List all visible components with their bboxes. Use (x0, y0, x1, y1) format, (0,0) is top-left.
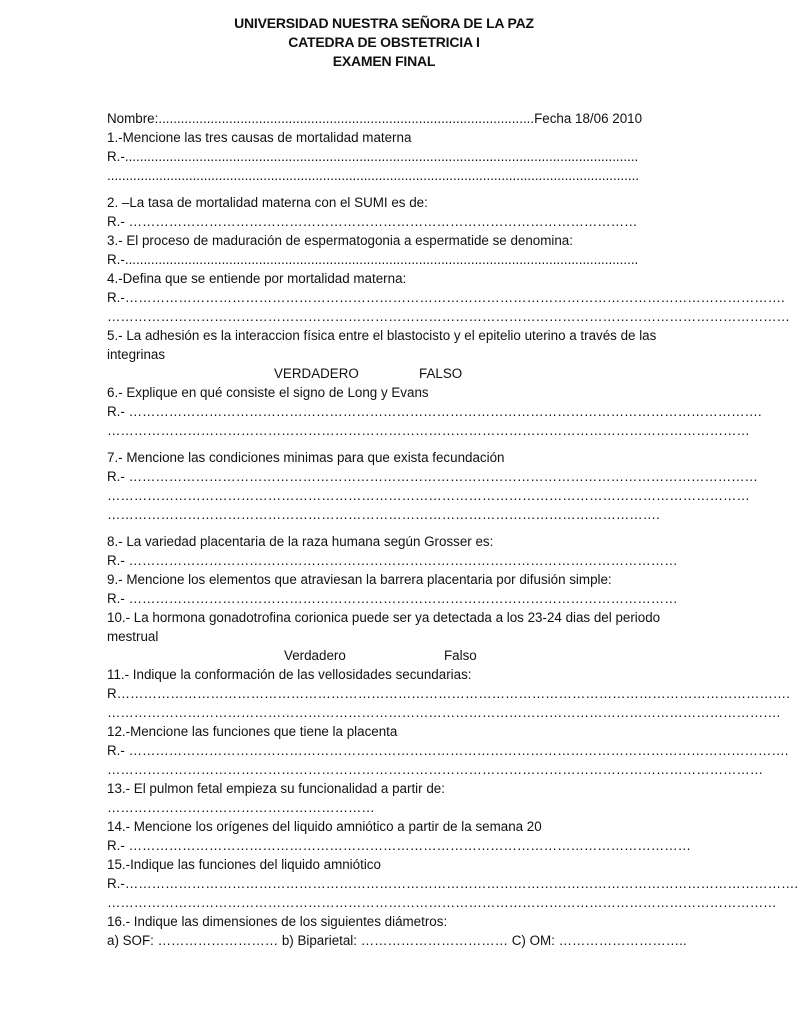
answer-line: R.-……………………………………………………………………………………………………………………………………. (107, 876, 798, 891)
question-1: 1.-Mencione las tres causas de mortalidad materna (107, 130, 412, 145)
question-2: 2. –La tasa de mortalidad materna con el SUMI es de: (107, 195, 428, 210)
true-option: Verdadero (284, 648, 346, 663)
university-name: UNIVERSIDAD NUESTRA SEÑORA DE LA PAZ (234, 15, 534, 31)
question-9: 9.- Mencione los elementos que atraviesan la barrera placentaria por difusión simple: (107, 572, 612, 587)
answer-line: ……………………………………………………………………………………………………………………………………… (107, 309, 790, 324)
answer-line: ............................................................................................................................................... (107, 168, 640, 183)
name-date-line: Nombre:.....................................................................................................Fecha 18/06 2010 (107, 111, 643, 126)
question-7: 7.- Mencione las condiciones minimas para que exista fecundación (107, 450, 505, 465)
question-6: 6.- Explique en qué consiste el signo de Long y Evans (107, 385, 429, 400)
answer-line: R.- …………………………………………………………………………………………………………………………… (107, 469, 758, 484)
question-15: 15.-Indique las funciones del liquido amniótico (107, 857, 381, 872)
answer-line: R.- ……………………………………………………………………………………………………………… (107, 838, 691, 853)
false-option: FALSO (419, 366, 463, 381)
answer-line: R.-.......................................................................................................................................... (107, 252, 639, 267)
question-16: 16.- Indique las dimensiones de los siguientes diámetros: (107, 914, 448, 929)
answer-line: R.-…………………………………………………………………………………………………………………………………. (107, 290, 785, 305)
exam-header (0, 14, 768, 71)
answer-line: R.- …………………………………………………………………………………………………………… (107, 591, 678, 606)
question-14: 14.- Mencione los orígenes del liquido amniótico a partir de la semana 20 (107, 819, 542, 834)
question-5: 5.- La adhesión es la interaccion física entre el blastocisto y el epitelio uterino a través de las integrinas (107, 328, 657, 362)
question-10: 10.- La hormona gonadotrofina corionica puede ser ya detectada a los 23-24 dias del periodo mestrual (107, 610, 661, 644)
question-11: 11.- Indique la conformación de las vellosidades secundarias: (107, 667, 472, 682)
answer-line: R.-.......................................................................................................................................... (107, 149, 639, 164)
answer-line: R.- …………………………………………………………………………………………………………………………………. (107, 743, 789, 758)
true-false-options (107, 364, 697, 383)
answer-line: R.- …………………………………………………………………………………………………………… (107, 553, 678, 568)
question-13: 13.- El pulmon fetal empieza su funcionalidad a partir de: (107, 781, 445, 796)
true-option: VERDADERO (274, 366, 359, 381)
course-name: CATEDRA DE OBSTETRICIA I (288, 34, 480, 50)
question-12: 12.-Mencione las funciones que tiene la placenta (107, 724, 398, 739)
answer-line: R.- ……………………………………………………………………………………………………………………………. (107, 404, 762, 419)
question-4: 4.-Defina que se entiende por mortalidad materna: (107, 271, 407, 286)
exam-body (107, 109, 798, 950)
exam-title: EXAMEN FINAL (332, 53, 436, 69)
answer-line: a) SOF: ……………………… b) Biparietal: …………………………… C) OM: ……………………….. (107, 933, 687, 948)
answer-line: ……………………………………………………………………………………………………………………………… (107, 488, 750, 503)
question-3: 3.- El proceso de maduración de espermatogonia a espermatide se denomina: (107, 233, 573, 248)
true-false-options (107, 646, 697, 665)
answer-line: …………………………………………………………………………………………………………………………………… (107, 895, 777, 910)
answer-line: R……………………………………………………………………………………………………………………………………. (107, 686, 790, 701)
answer-line: ……………………………………………………………………………………………………………. (107, 507, 660, 522)
answer-line: ……………………………………………………………………………………………………………………………………. (107, 705, 781, 720)
answer-line: R.- …………………………………………………………………………………………………… (107, 214, 638, 229)
false-option: Falso (444, 648, 477, 663)
answer-line: …………………………………………………… (107, 800, 375, 815)
answer-line: ……………………………………………………………………………………………………………………………… (107, 423, 750, 438)
answer-line: ………………………………………………………………………………………………………………………………… (107, 762, 764, 777)
question-8: 8.- La variedad placentaria de la raza humana según Grosser es: (107, 534, 494, 549)
